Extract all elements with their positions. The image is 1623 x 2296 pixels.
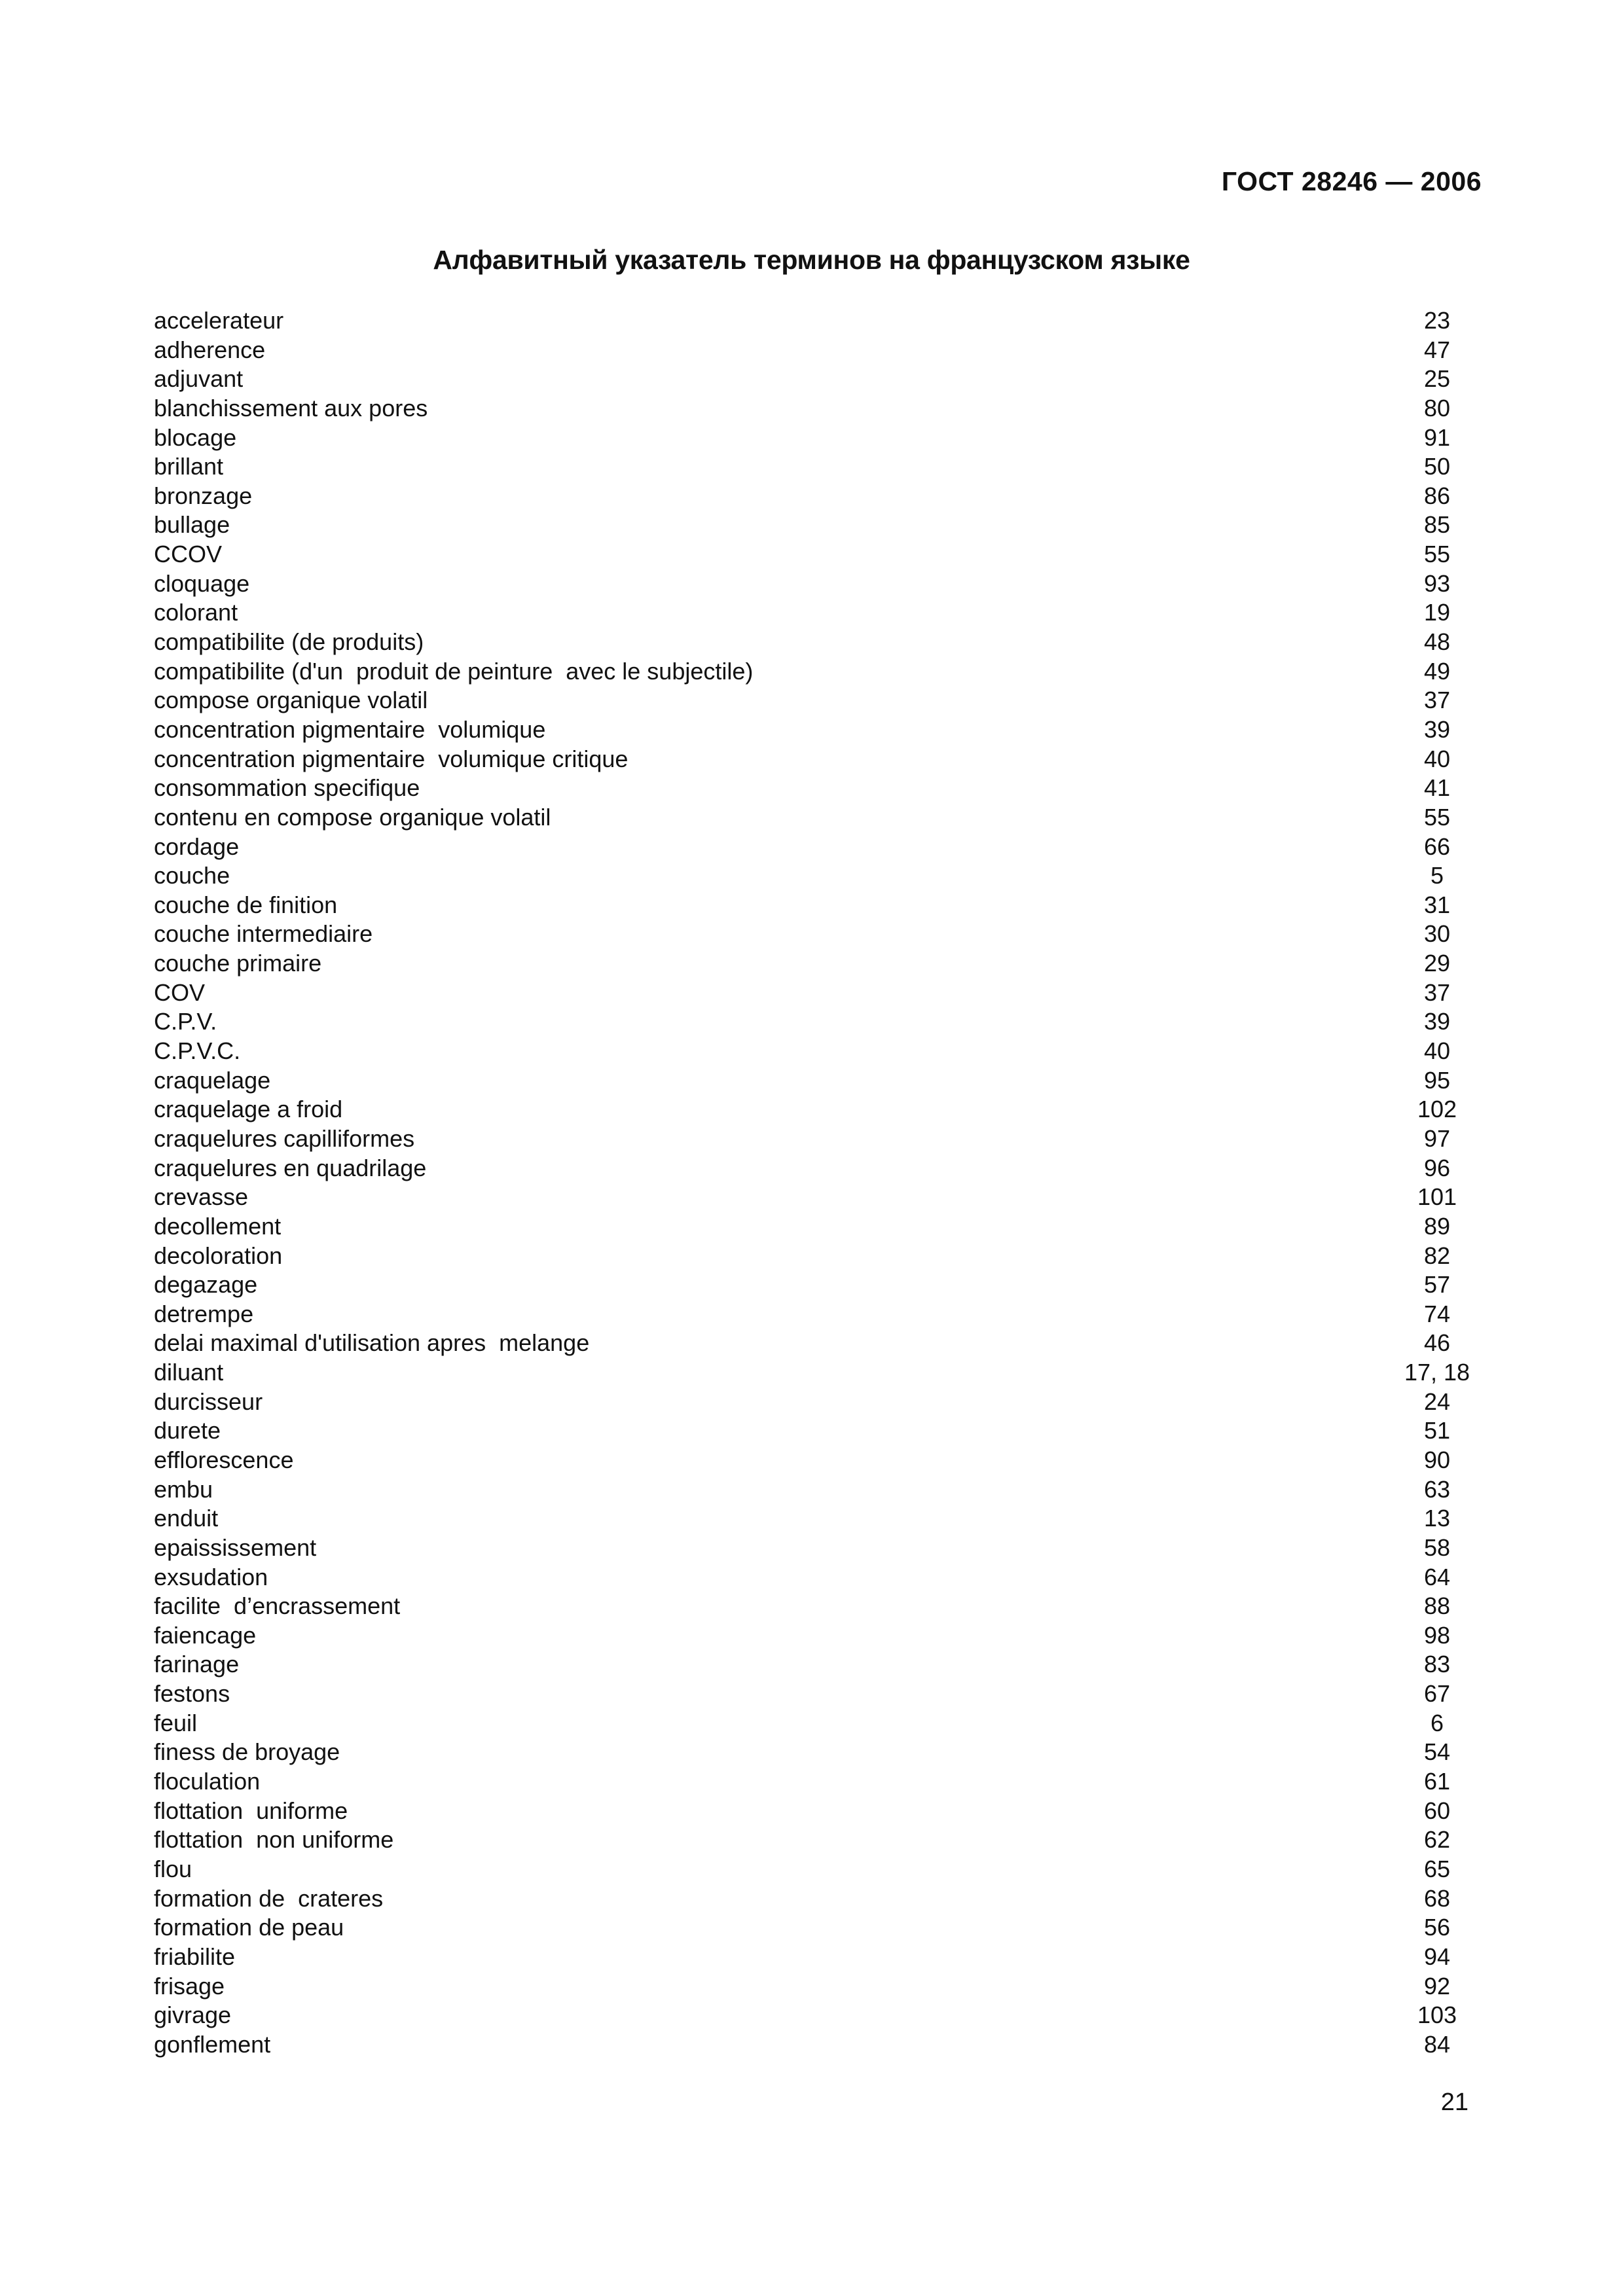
- index-entry: [154, 1709, 1483, 1738]
- index-term: couche intermediaire: [154, 920, 373, 948]
- index-entry: [154, 306, 1483, 336]
- index-term-number: 25: [1423, 365, 1451, 393]
- index-entry: [154, 1416, 1483, 1446]
- index-entry: [154, 1475, 1483, 1505]
- index-entry: [154, 1913, 1483, 1943]
- index-term: gonflement: [154, 2030, 271, 2058]
- index-term: frisage: [154, 1972, 225, 2000]
- index-term-number: 6: [1430, 1709, 1444, 1736]
- index-term: formation de crateres: [154, 1884, 384, 1912]
- index-term: adherence: [154, 336, 266, 363]
- index-term-number: 24: [1423, 1388, 1451, 1415]
- index-entry: [154, 540, 1483, 569]
- index-term: craquelage: [154, 1066, 271, 1094]
- index-entry: [154, 1855, 1483, 1884]
- index-entry: [154, 1066, 1483, 1096]
- index-entry: [154, 1007, 1483, 1037]
- index-term-number: 13: [1423, 1505, 1451, 1532]
- index-term-number: 19: [1423, 599, 1451, 626]
- index-entry: [154, 715, 1483, 745]
- index-term-number: 30: [1423, 920, 1451, 948]
- index-entry: [154, 336, 1483, 365]
- index-term-number: 88: [1423, 1592, 1451, 1620]
- index-term: enduit: [154, 1505, 219, 1532]
- index-entry: [154, 1300, 1483, 1329]
- index-term-number: 93: [1423, 569, 1451, 597]
- index-term-number: 58: [1423, 1534, 1451, 1561]
- index-term: compatibilite (d'un produit de peinture avec le subjectile): [154, 657, 754, 685]
- index-term: C.P.V.: [154, 1008, 217, 1035]
- index-term: craquelage a froid: [154, 1096, 343, 1123]
- index-term: detrempe: [154, 1300, 254, 1327]
- index-term: flottation non uniforme: [154, 1826, 394, 1854]
- index-term: C.P.V.C.: [154, 1037, 241, 1065]
- index-entry: [154, 1797, 1483, 1826]
- index-entry: [154, 598, 1483, 628]
- index-term: COV: [154, 978, 206, 1006]
- index-term-number: 51: [1423, 1417, 1451, 1444]
- index-term: compose organique volatil: [154, 687, 428, 714]
- index-entry: [154, 628, 1483, 657]
- index-term-number: 84: [1423, 2030, 1451, 2058]
- index-term-number: 63: [1423, 1475, 1451, 1503]
- index-term: exsudation: [154, 1563, 268, 1590]
- index-term-number: 39: [1423, 1008, 1451, 1035]
- index-term: CCOV: [154, 541, 223, 568]
- index-term: durcisseur: [154, 1388, 263, 1415]
- index-term: couche de finition: [154, 891, 338, 918]
- index-term: blocage: [154, 423, 237, 451]
- index-term-number: 17, 18: [1404, 1359, 1470, 1386]
- index-entry: [154, 1534, 1483, 1563]
- index-term-number: 94: [1423, 1943, 1451, 1970]
- index-term: diluant: [154, 1359, 224, 1386]
- index-entry: [154, 803, 1483, 833]
- index-term-number: 47: [1423, 336, 1451, 363]
- index-term-number: 64: [1423, 1563, 1451, 1590]
- index-term-number: 83: [1423, 1651, 1451, 1678]
- index-entry: [154, 1124, 1483, 1154]
- index-entry: [154, 920, 1483, 949]
- index-entry: [154, 1446, 1483, 1475]
- index-entry: [154, 2030, 1483, 2060]
- index-term-number: 40: [1423, 1037, 1451, 1065]
- index-term-number: 95: [1423, 1066, 1451, 1094]
- index-term-number: 80: [1423, 394, 1451, 422]
- index-term-number: 82: [1423, 1242, 1451, 1269]
- index-entry: [154, 482, 1483, 511]
- index-term-number: 89: [1423, 1212, 1451, 1240]
- document-code: ГОСТ 28246 — 2006: [1221, 166, 1482, 196]
- index-term: feuil: [154, 1709, 198, 1736]
- index-term-number: 37: [1423, 978, 1451, 1006]
- index-term-number: 92: [1423, 1972, 1451, 2000]
- index-term-number: 55: [1423, 803, 1451, 831]
- index-term-number: 102: [1417, 1096, 1457, 1123]
- index-term-number: 39: [1423, 715, 1451, 743]
- index-entry: [154, 1358, 1483, 1388]
- index-term: crevasse: [154, 1183, 249, 1211]
- index-entry: [154, 657, 1483, 687]
- index-entry: [154, 745, 1483, 774]
- index-term-number: 5: [1430, 862, 1444, 889]
- index-entry: [154, 1738, 1483, 1767]
- index-term-number: 62: [1423, 1826, 1451, 1854]
- index-term: friabilite: [154, 1943, 236, 1970]
- index-entry: [154, 1884, 1483, 1914]
- index-entry: [154, 1650, 1483, 1679]
- page-title: Алфавитный указатель терминов на французском языке: [433, 245, 1190, 275]
- index-term: craquelures capilliformes: [154, 1124, 415, 1152]
- index-term-number: 41: [1423, 774, 1451, 802]
- index-term: consommation specifique: [154, 774, 420, 802]
- index-entry: [154, 1972, 1483, 2001]
- index-term-number: 97: [1423, 1124, 1451, 1152]
- index-term-number: 65: [1423, 1855, 1451, 1882]
- index-term: contenu en compose organique volatil: [154, 803, 551, 831]
- index-term-number: 66: [1423, 833, 1451, 860]
- index-entry: [154, 1943, 1483, 1972]
- index-term: farinage: [154, 1651, 240, 1678]
- index-term-number: 85: [1423, 511, 1451, 539]
- index-term-number: 101: [1417, 1183, 1457, 1211]
- index-entry: [154, 1621, 1483, 1651]
- index-term: craquelures en quadrilage: [154, 1154, 427, 1181]
- index-term: delai maximal d'utilisation apres melange: [154, 1329, 590, 1357]
- index-entry: [154, 1679, 1483, 1709]
- index-term-number: 90: [1423, 1446, 1451, 1473]
- index-entry: [154, 365, 1483, 394]
- index-term-number: 91: [1423, 423, 1451, 451]
- index-term: flou: [154, 1855, 192, 1882]
- index-term: embu: [154, 1475, 213, 1503]
- index-entry: [154, 978, 1483, 1008]
- index-term: concentration pigmentaire volumique critique: [154, 745, 629, 772]
- index-entry: [154, 1592, 1483, 1621]
- index-term-number: 55: [1423, 541, 1451, 568]
- index-term: blanchissement aux pores: [154, 394, 428, 422]
- index-entry: [154, 949, 1483, 978]
- index-term-number: 56: [1423, 1914, 1451, 1941]
- index-term-number: 29: [1423, 950, 1451, 977]
- index-term: flottation uniforme: [154, 1797, 348, 1824]
- index-entry: [154, 569, 1483, 599]
- index-term: bronzage: [154, 482, 253, 509]
- index-term-number: 103: [1417, 2001, 1457, 2029]
- index-term-number: 31: [1423, 891, 1451, 918]
- index-term: epaississement: [154, 1534, 317, 1561]
- index-entry: [154, 1154, 1483, 1183]
- index-term-number: 86: [1423, 482, 1451, 509]
- index-term: festons: [154, 1680, 230, 1708]
- index-term-number: 98: [1423, 1621, 1451, 1649]
- index-term: durete: [154, 1417, 221, 1444]
- index-term: adjuvant: [154, 365, 244, 393]
- index-entry: [154, 394, 1483, 423]
- index-term: givrage: [154, 2001, 232, 2029]
- index-term: floculation: [154, 1768, 261, 1795]
- index-term: brillant: [154, 453, 224, 480]
- index-term-number: 40: [1423, 745, 1451, 772]
- index-term-number: 50: [1423, 453, 1451, 480]
- index-term: degazage: [154, 1271, 258, 1299]
- index-term: cloquage: [154, 569, 250, 597]
- index-term: efflorescence: [154, 1446, 294, 1473]
- page-number: 21: [1440, 2089, 1468, 2116]
- index-entry: [154, 686, 1483, 715]
- index-term: compatibilite (de produits): [154, 628, 424, 656]
- index-term-number: 67: [1423, 1680, 1451, 1708]
- index-entry: [154, 1242, 1483, 1271]
- index-term: finess de broyage: [154, 1738, 340, 1766]
- index-term: facilite d’encrassement: [154, 1592, 401, 1620]
- index-term: cordage: [154, 833, 240, 860]
- index-term: accelerateur: [154, 307, 284, 334]
- index-term: couche: [154, 862, 230, 889]
- index-entry: [154, 1563, 1483, 1592]
- index-list: [154, 306, 1483, 2059]
- index-term: decoloration: [154, 1242, 283, 1269]
- index-entry: [154, 511, 1483, 540]
- index-entry: [154, 452, 1483, 482]
- index-entry: [154, 1270, 1483, 1300]
- index-entry: [154, 1388, 1483, 1417]
- index-term: formation de peau: [154, 1914, 344, 1941]
- index-term: colorant: [154, 599, 238, 626]
- index-term: couche primaire: [154, 950, 322, 977]
- index-term-number: 54: [1423, 1738, 1451, 1766]
- index-entry: [154, 774, 1483, 803]
- index-term: concentration pigmentaire volumique: [154, 715, 546, 743]
- index-term-number: 74: [1423, 1300, 1451, 1327]
- index-entry: [154, 1329, 1483, 1358]
- index-term-number: 37: [1423, 687, 1451, 714]
- index-entry: [154, 1212, 1483, 1242]
- index-entry: [154, 891, 1483, 920]
- index-term-number: 49: [1423, 657, 1451, 685]
- index-term-number: 60: [1423, 1797, 1451, 1824]
- index-entry: [154, 1095, 1483, 1124]
- index-term-number: 48: [1423, 628, 1451, 656]
- index-entry: [154, 1767, 1483, 1797]
- index-entry: [154, 1504, 1483, 1534]
- index-entry: [154, 861, 1483, 891]
- index-entry: [154, 1183, 1483, 1212]
- index-entry: [154, 833, 1483, 862]
- index-term-number: 96: [1423, 1154, 1451, 1181]
- index-term: decollement: [154, 1212, 282, 1240]
- index-entry: [154, 1825, 1483, 1855]
- index-entry: [154, 2001, 1483, 2030]
- index-term-number: 68: [1423, 1884, 1451, 1912]
- index-entry: [154, 423, 1483, 453]
- index-term: faiencage: [154, 1621, 257, 1649]
- index-entry: [154, 1037, 1483, 1066]
- index-term-number: 46: [1423, 1329, 1451, 1357]
- index-term: bullage: [154, 511, 230, 539]
- index-term-number: 61: [1423, 1768, 1451, 1795]
- index-term-number: 23: [1423, 307, 1451, 334]
- index-term-number: 57: [1423, 1271, 1451, 1299]
